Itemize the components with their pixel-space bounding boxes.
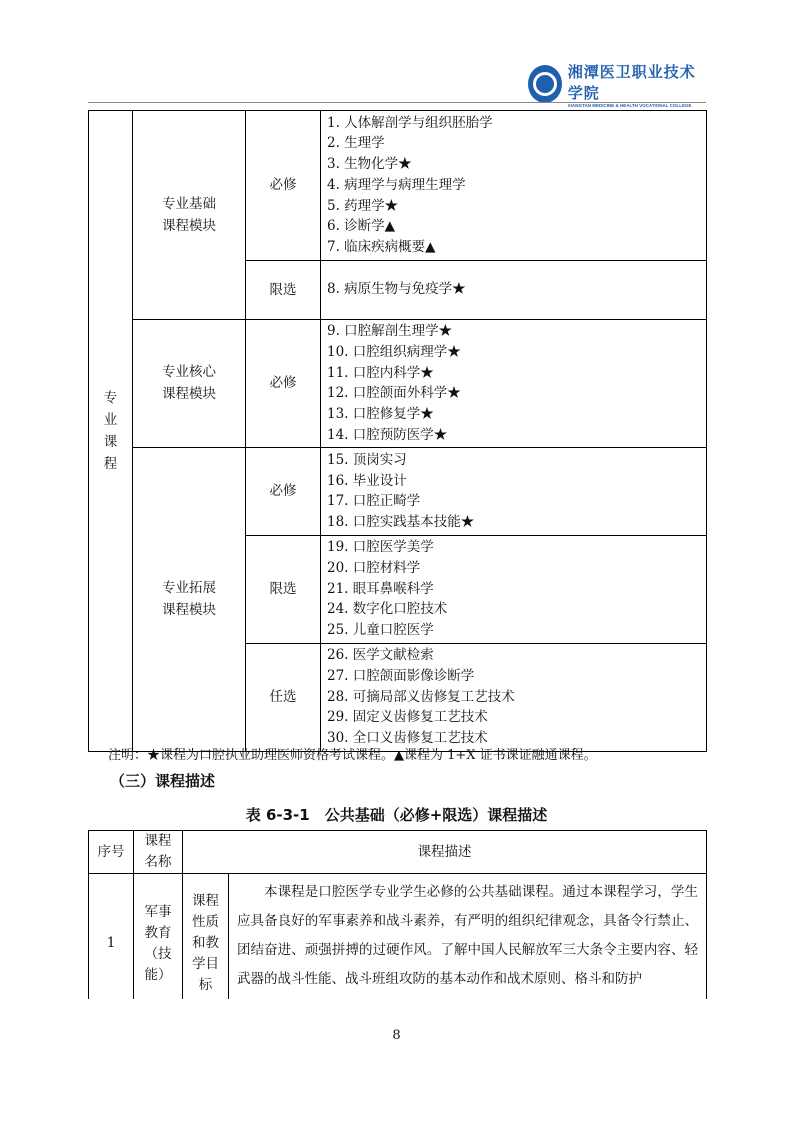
course-item: 3. 生物化学★ <box>327 156 412 173</box>
course-type-cell: 必修 <box>246 448 321 535</box>
course-item: 7. 临床疾病概要▲ <box>327 239 436 256</box>
course-item: 16. 毕业设计 <box>327 472 407 489</box>
course-item: 12. 口腔颌面外科学★ <box>327 385 461 402</box>
course-item: 11. 口腔内科学★ <box>327 364 434 381</box>
course-type-cell: 限选 <box>246 535 321 643</box>
course-item: 10. 口腔组织病理学★ <box>327 343 461 360</box>
course-item: 28. 可摘局部义齿修复工艺技术 <box>327 688 515 705</box>
header-course: 课程名称 <box>134 831 183 874</box>
course-item: 4. 病理学与病理生理学 <box>327 176 466 193</box>
course-type-cell: 必修 <box>246 319 321 448</box>
course-type-cell: 限选 <box>246 260 321 319</box>
table-row <box>89 319 707 448</box>
course-item: 6. 诊断学▲ <box>327 218 396 235</box>
course-item: 18. 口腔实践基本技能★ <box>327 514 475 531</box>
module-cell: 专业拓展课程模块 <box>133 448 246 751</box>
course-type-cell: 任选 <box>246 643 321 751</box>
course-list-cell <box>321 643 707 751</box>
course-item: 27. 口腔颌面影像诊断学 <box>327 667 475 684</box>
table-row <box>89 448 707 535</box>
course-item: 26. 医学文献检索 <box>327 647 434 664</box>
course-type-cell: 必修 <box>246 111 321 261</box>
logo-en: XIANGTAN MEDICINE & HEALTH VOCATIONAL COLLEGE <box>567 102 692 108</box>
row-label: 课程性质和教学目标 <box>183 874 229 1014</box>
course-item: 30. 全口义齿修复工艺技术 <box>327 730 488 747</box>
course-list-cell <box>321 448 707 535</box>
course-item: 8. 病原生物与免疫学★ <box>327 281 466 298</box>
row-description: 本课程是口腔医学专业学生必修的公共基础课程。通过本课程学习，学生应具备良好的军事素养和战斗素养，有严明的组织纪律观念，具备令行禁止、团结奋进、顽强拼搏的过硬作风。了解中国人民解放军三大条令主要内容、轻武器的战斗性能、战斗班组攻防的基本动作和战术原则、格斗和防护 <box>229 874 707 1014</box>
table-row <box>89 874 707 1014</box>
course-item: 1. 人体解剖学与组织胚胎学 <box>327 114 493 131</box>
course-item: 13. 口腔修复学★ <box>327 406 434 423</box>
header-rule <box>88 102 706 103</box>
module-cell: 专业核心课程模块 <box>133 319 246 448</box>
college-seal-icon <box>528 65 562 103</box>
course-item: 20. 口腔材料学 <box>327 559 421 576</box>
table-caption: 表 6-3-1 公共基础（必修+限选）课程描述 <box>245 806 548 824</box>
course-item: 9. 口腔解剖生理学★ <box>327 323 453 340</box>
table-header-row <box>89 831 707 874</box>
course-list-cell <box>321 535 707 643</box>
section-heading: （三）课程描述 <box>110 772 216 790</box>
course-item: 17. 口腔正畸学 <box>327 493 421 510</box>
table-row <box>89 111 707 261</box>
course-description-table <box>88 830 707 1014</box>
course-list-cell <box>321 260 707 319</box>
college-logo <box>528 62 708 108</box>
course-item: 15. 顶岗实习 <box>327 451 407 468</box>
row-course: 军事教育（技能） <box>134 874 183 1014</box>
category-cell: 专业课程 <box>89 111 133 752</box>
course-list-cell <box>321 111 707 261</box>
table-note: 注明：★课程为口腔执业助理医师资格考试课程。▲课程为 1+X 证书课证融通课程。 <box>108 748 597 763</box>
course-item: 2. 生理学 <box>327 135 385 152</box>
course-item: 29. 固定义齿修复工艺技术 <box>327 709 488 726</box>
header-no: 序号 <box>89 831 134 874</box>
course-item: 21. 眼耳鼻喉科学 <box>327 580 434 597</box>
course-structure-table <box>88 110 707 752</box>
course-item: 25. 儿童口腔医学 <box>327 622 434 639</box>
course-item: 14. 口腔预防医学★ <box>327 427 448 444</box>
header-desc: 课程描述 <box>183 831 707 874</box>
logo-cn: 湘潭医卫职业技术学院 <box>567 62 696 102</box>
course-list-cell <box>321 319 707 448</box>
course-item: 19. 口腔医学美学 <box>327 539 434 556</box>
course-item: 24. 数字化口腔技术 <box>327 601 448 618</box>
course-item: 5. 药理学★ <box>327 197 399 214</box>
module-cell: 专业基础课程模块 <box>133 111 246 320</box>
row-no: 1 <box>89 874 134 1014</box>
page-number: 8 <box>392 1028 401 1043</box>
